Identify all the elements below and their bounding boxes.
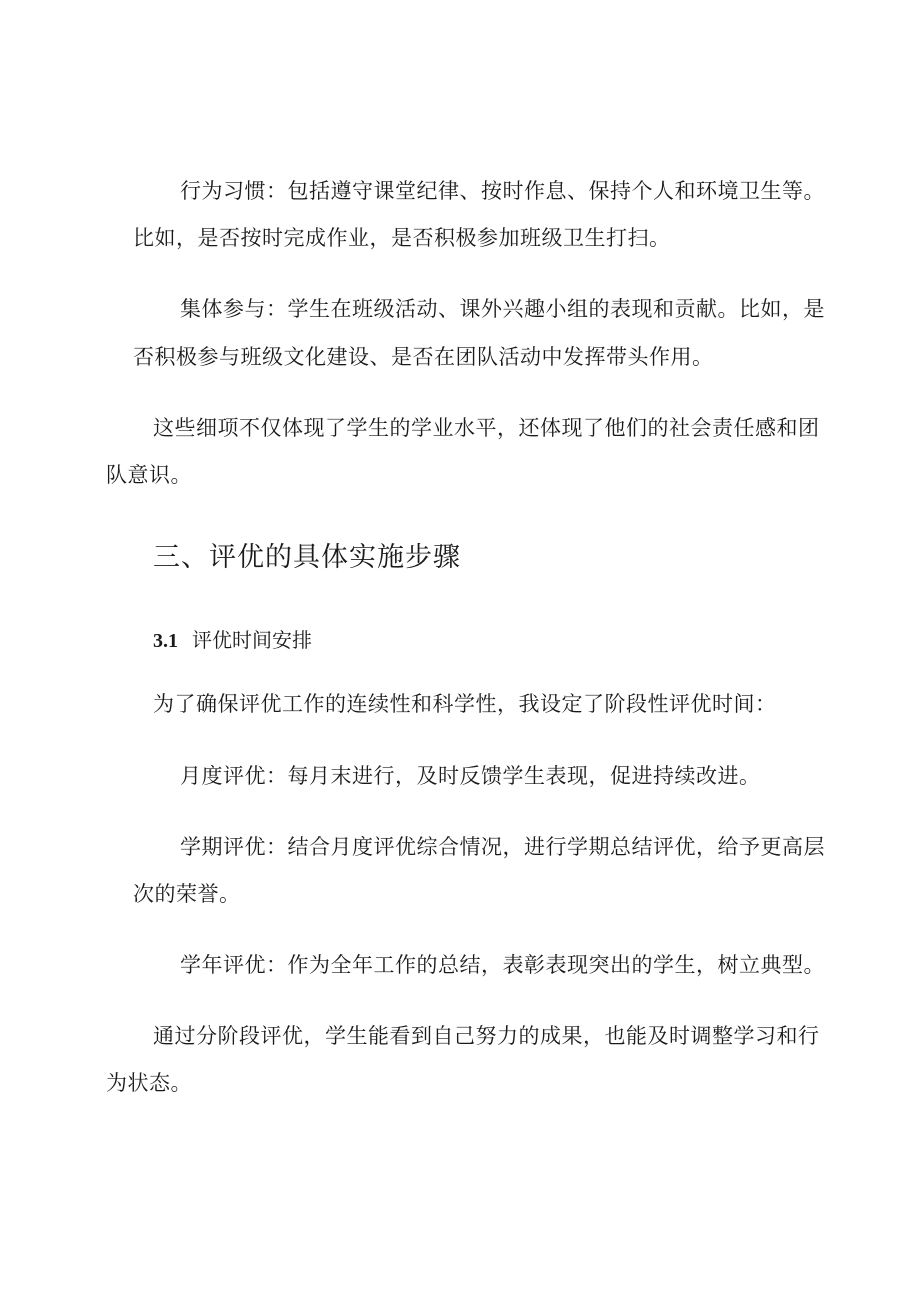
behavior-line-1: 行为习惯：包括遵守课堂纪律、按时作息、保持个人和环境卫生等。 <box>180 179 825 203</box>
schedule-semester-line-2: 次的荣誉。 <box>133 882 241 906</box>
collective-line-1: 集体参与：学生在班级活动、课外兴趣小组的表现和贡献。比如，是 <box>180 297 825 321</box>
collective-line-2: 否积极参与班级文化建设、是否在团队活动中发挥带头作用。 <box>133 345 714 369</box>
schedule-yearly: 学年评优：作为全年工作的总结，表彰表现突出的学生，树立典型。 <box>180 953 825 977</box>
summary2-line-2: 为状态。 <box>106 1071 192 1095</box>
section-3-heading: 三、评优的具体实施步骤 <box>153 542 461 573</box>
subsection-number: 3.1 <box>153 630 178 652</box>
subsection-3-1-heading <box>153 625 312 656</box>
schedule-monthly: 月度评优：每月末进行，及时反馈学生表现，促进持续改进。 <box>180 764 761 788</box>
behavior-line-2: 比如，是否按时完成作业，是否积极参加班级卫生打扫。 <box>133 226 671 250</box>
summary1-line-1: 这些细项不仅体现了学生的学业水平，还体现了他们的社会责任感和团 <box>153 416 820 440</box>
subsection-title: 评优时间安排 <box>192 628 312 652</box>
schedule-semester-line-1: 学期评优：结合月度评优综合情况，进行学期总结评优，给予更高层 <box>180 835 825 859</box>
summary1-line-2: 队意识。 <box>106 463 192 487</box>
schedule-intro: 为了确保评优工作的连续性和科学性，我设定了阶段性评优时间： <box>153 692 777 716</box>
summary2-line-1: 通过分阶段评优，学生能看到自己努力的成果，也能及时调整学习和行 <box>153 1024 820 1048</box>
